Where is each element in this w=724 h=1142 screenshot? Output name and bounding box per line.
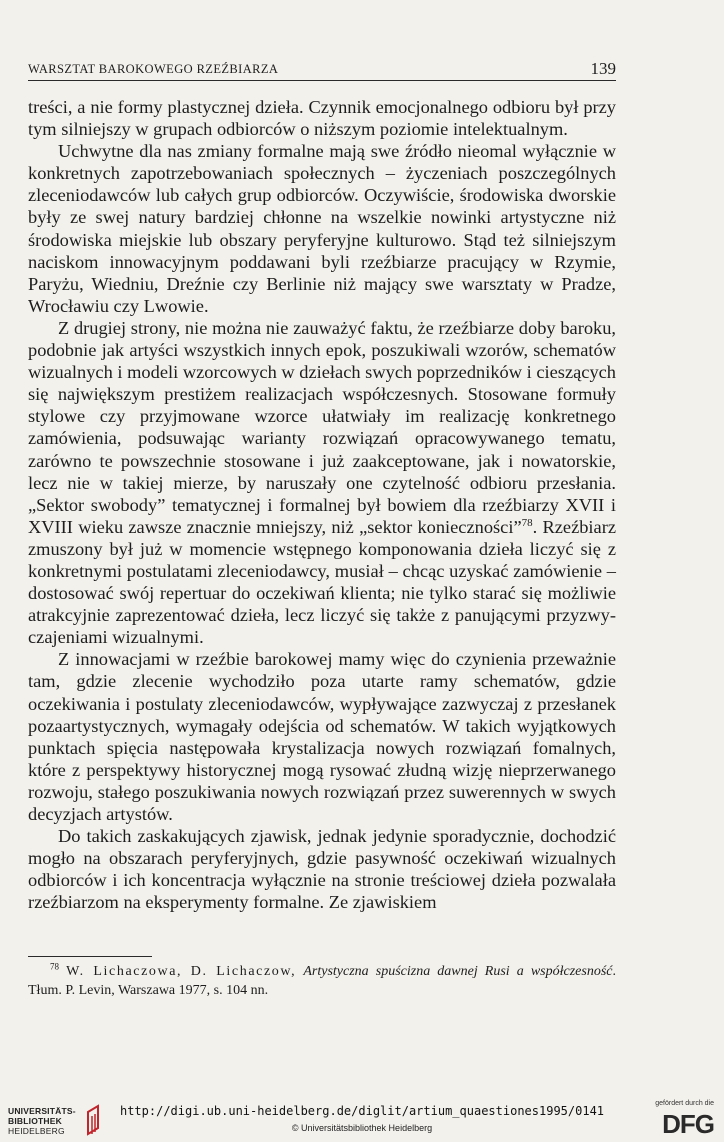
copyright-notice: © Universitätsbibliothek Heidelberg [291,1123,433,1133]
paragraph: Uchwytne dla nas zmiany formalne mają swe źródło nieomal wyłącznie w konkretnych zapotrzebowaniach społecznych – życzeniach poszczególnych zleceniodawców lub całych grup odbiorców. Oczywiście, środowiska dworskie były ze swej natury bardziej chłonne na wszelkie nowinki artystyczne niż środowiska miejskie lub obszary peryferyjne kulturowo. Stąd też silniejszym naciskom innowacyjnym poddawani byli rzeźbiarze pracujący w Rzymie, Paryżu, Wiedniu, Dreźnie czy Berlinie niż mający swe warsztaty w Pradze, Wrocławiu czy Lwowie. [28,141,616,316]
page-url-link[interactable]: http://digi.ub.uni-heidelberg.de/diglit/artium_quaestiones1995/0141 [119,1104,605,1118]
footnote-authors: W. Lichaczowa, D. Lichaczow, [66,964,297,979]
paragraph-with-footnote-ref [28,317,616,648]
paragraph: Z innowacjami w rzeźbie barokowej mamy więc do czynienia przeważnie tam, gdzie zlecenie wychodziło poza utarte ramy schematów, gdzie oczekiwania i postulaty zleceniodawców, wypływające zazwyczaj z przesłanek pozaartystycznych, wymagały odejścia od schematów. W takich wyjątkowych punktach spięcia następowała krystalizacja nowych rozwiązań fomalnych, które z perspektywy historycznej mogą rysować złudną wizję nieprzerwanego rozwoju, stałego poszukiwania nowych rozwiązań przez suwerennych w swych decyzjach artystów. [28,649,616,824]
running-head [28,58,616,81]
footnote-number: 78 [50,961,59,972]
body-text [28,96,616,913]
paragraph: Do takich zaskakujących zjawisk, jednak jedynie sporadycznie, dochodzić mogło na obszarach peryferyjnych, gdzie pasywność oczekiwań wizualnych odbiorców i ich koncentracja wyłącznie na stronie treściowej dzieła pozwalała rzeźbiarzom na eksperymenty formalne. Ze zjawiskiem [28,826,616,913]
paragraph-continued: treści, a nie formy plastycznej dzieła. Czynnik emocjonalnego odbioru był przy tym silniejszy w grupach odbiorców o niższym poziomie intelektualnym. [28,97,616,140]
footnote [28,962,616,1000]
paragraph-text-part: Z drugiej strony, nie można nie zauważyć faktu, że rzeźbiarze doby baroku, podobnie jak artyści wszystkich innych epok, poszukiwali wzorów, schematów wizualnych i modeli wzorcowych w dziełach swych poprzedników i cieszących się największym prestiżem realizacjach współczesnych. Stosowane formuły stylowe czy przyjmowane wzorce ułatwiały im realizację konkretnego zamówienia, podsuwając warianty rozwiązań opracowywanego tematu, zarówno te powszechnie stosowane i już zaakceptowane, jak i nowatorskie, lecz nie w takiej mierze, by naruszały one czytelność odbioru przesłania. „Sektor swobody” tematycznej i formalnej był bowiem dla rzeźbiarzy XVII i XVIII wieku zawsze znacznie mniejszy, niż „sektor konieczności” [28,317,616,537]
footnote-reference[interactable]: 78 [521,516,533,529]
paragraph-text-part: . Rzeźbiarz zmuszony był już w momencie wstępnego komponowania dzieła liczyć się z konkretnymi postulatami zleceniodawcy, musiał – chcąc uzyskać zamówienie – dostosować swój repertuar do oczekiwań klienta; nie tylko starać się możliwie atrakcyjnie zaprezentować dzieła, lecz liczyć się także z panującymi przyzwyczajeniami wizualnymi. [28,516,616,648]
digitization-footer [0,1098,724,1142]
library-name-line: BIBLIOTHEK [8,1116,62,1126]
running-title: WARSZTAT BAROKOWEGO RZEŹBIARZA [28,62,279,76]
library-name-line: HEIDELBERG [8,1126,65,1136]
funding-note: gefördert durch die [655,1100,714,1107]
footnote-title: Artystyczna spuścizna dawnej Rusi a współczesność [303,964,613,979]
footnote-rule [28,956,152,957]
funder-logo[interactable] [632,1100,716,1140]
page-number: 139 [590,59,616,78]
dfg-logo-text: DFG [662,1109,714,1139]
library-name-line: UNIVERSITÄTS- [8,1106,76,1116]
footnote-details: . Tłum. P. Levin, Warszawa 1977, s. 104 nn. [28,964,617,998]
